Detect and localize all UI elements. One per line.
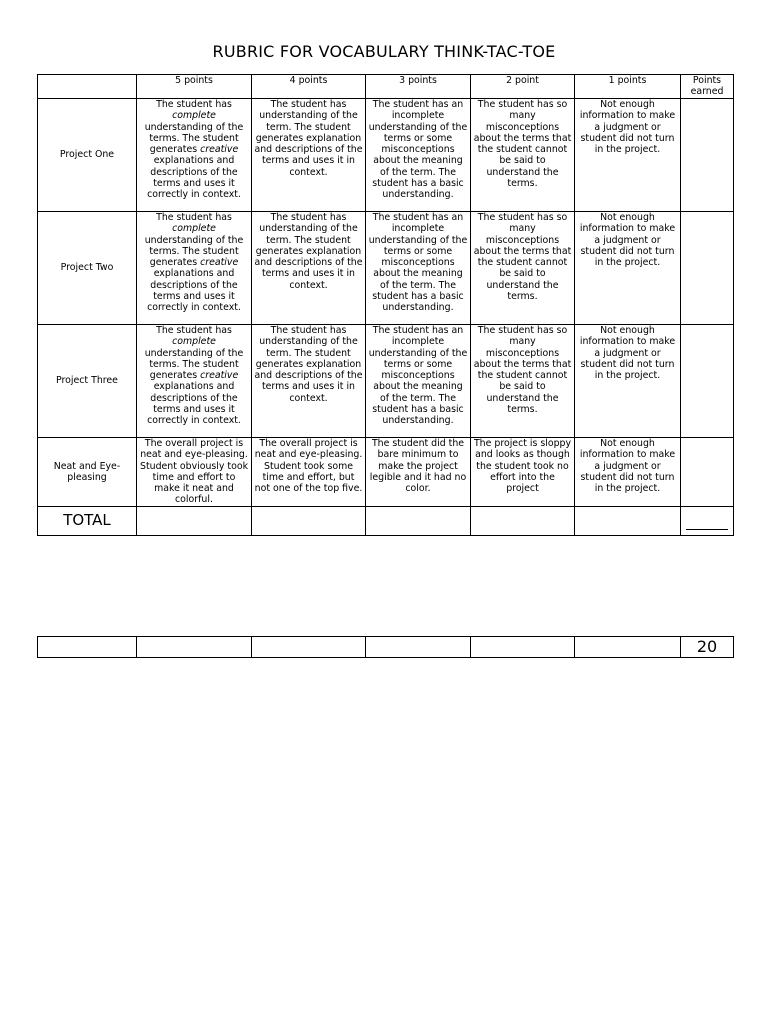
cell-4-points: The student has understanding of the term. The student generates explanation and descriptions of the terms and uses it in context.	[252, 99, 366, 212]
cell-5-points: The student has complete understanding of the terms. The student generates creative explanations and descriptions of the terms and uses it correctly in context.	[137, 212, 252, 325]
max-score: 20	[681, 637, 734, 658]
bottom-row	[38, 637, 734, 658]
cell-4-points: The student has understanding of the term. The student generates explanation and descriptions of the terms and uses it in context.	[252, 325, 366, 438]
cell-1-points: Not enough information to make a judgment or student did not turn in the project.	[575, 99, 681, 212]
header-blank	[38, 75, 137, 99]
cell-points-earned[interactable]	[681, 325, 734, 438]
cell-3-points: The student has an incomplete understanding of the terms or some misconceptions about the meaning of the term. The student has a basic understanding.	[366, 99, 471, 212]
total-blank-line	[686, 513, 728, 530]
cell-1-points: Not enough information to make a judgment or student did not turn in the project.	[575, 438, 681, 507]
row-label: Project Two	[38, 212, 137, 325]
cell-1-points: Not enough information to make a judgment or student did not turn in the project.	[575, 212, 681, 325]
total-cell	[471, 506, 575, 535]
cell-points-earned[interactable]	[681, 438, 734, 507]
bottom-cell	[471, 637, 575, 658]
cell-5-points: The overall project is neat and eye-pleasing. Student obviously took time and effort to make it neat and colorful.	[137, 438, 252, 507]
rubric-table	[37, 74, 734, 536]
header-2-point: 2 point	[471, 75, 575, 99]
cell-points-earned[interactable]	[681, 99, 734, 212]
cell-4-points: The student has understanding of the term. The student generates explanation and descriptions of the terms and uses it in context.	[252, 212, 366, 325]
cell-3-points: The student has an incomplete understanding of the terms or some misconceptions about the meaning of the term. The student has a basic understanding.	[366, 325, 471, 438]
cell-2-point: The project is sloppy and looks as though the student took no effort into the project	[471, 438, 575, 507]
page-title: RUBRIC FOR VOCABULARY THINK-TAC-TOE	[212, 42, 556, 61]
bottom-cell	[137, 637, 252, 658]
header-1-points: 1 points	[575, 75, 681, 99]
header-points-earned: Points earned	[681, 75, 734, 99]
header-row	[38, 75, 734, 99]
cell-5-points: The student has complete understanding of the terms. The student generates creative explanations and descriptions of the terms and uses it correctly in context.	[137, 99, 252, 212]
table-row	[38, 212, 734, 325]
cell-1-points: Not enough information to make a judgment or student did not turn in the project.	[575, 325, 681, 438]
total-label: TOTAL	[38, 506, 137, 535]
table-row	[38, 325, 734, 438]
cell-2-point: The student has so many misconceptions about the terms that the student cannot be said to understand the terms.	[471, 212, 575, 325]
cell-3-points: The student did the bare minimum to make the project legible and it had no color.	[366, 438, 471, 507]
total-points-earned[interactable]	[681, 506, 734, 535]
row-label: Neat and Eye-pleasing	[38, 438, 137, 507]
total-cell	[252, 506, 366, 535]
table-row	[38, 99, 734, 212]
bottom-cell	[366, 637, 471, 658]
table-row	[38, 438, 734, 507]
cell-5-points: The student has complete understanding of the terms. The student generates creative explanations and descriptions of the terms and uses it correctly in context.	[137, 325, 252, 438]
bottom-cell	[575, 637, 681, 658]
total-cell	[575, 506, 681, 535]
row-label: Project One	[38, 99, 137, 212]
cell-points-earned[interactable]	[681, 212, 734, 325]
header-5-points: 5 points	[137, 75, 252, 99]
bottom-cell	[252, 637, 366, 658]
row-label: Project Three	[38, 325, 137, 438]
cell-2-point: The student has so many misconceptions about the terms that the student cannot be said to understand the terms.	[471, 325, 575, 438]
total-cell	[366, 506, 471, 535]
total-cell	[137, 506, 252, 535]
bottom-score-table	[37, 636, 734, 658]
header-3-points: 3 points	[366, 75, 471, 99]
header-4-points: 4 points	[252, 75, 366, 99]
cell-2-point: The student has so many misconceptions about the terms that the student cannot be said to understand the terms.	[471, 99, 575, 212]
cell-3-points: The student has an incomplete understanding of the terms or some misconceptions about the meaning of the term. The student has a basic understanding.	[366, 212, 471, 325]
bottom-cell	[38, 637, 137, 658]
cell-4-points: The overall project is neat and eye-pleasing. Student took some time and effort, but not one of the top five.	[252, 438, 366, 507]
total-row	[38, 506, 734, 535]
